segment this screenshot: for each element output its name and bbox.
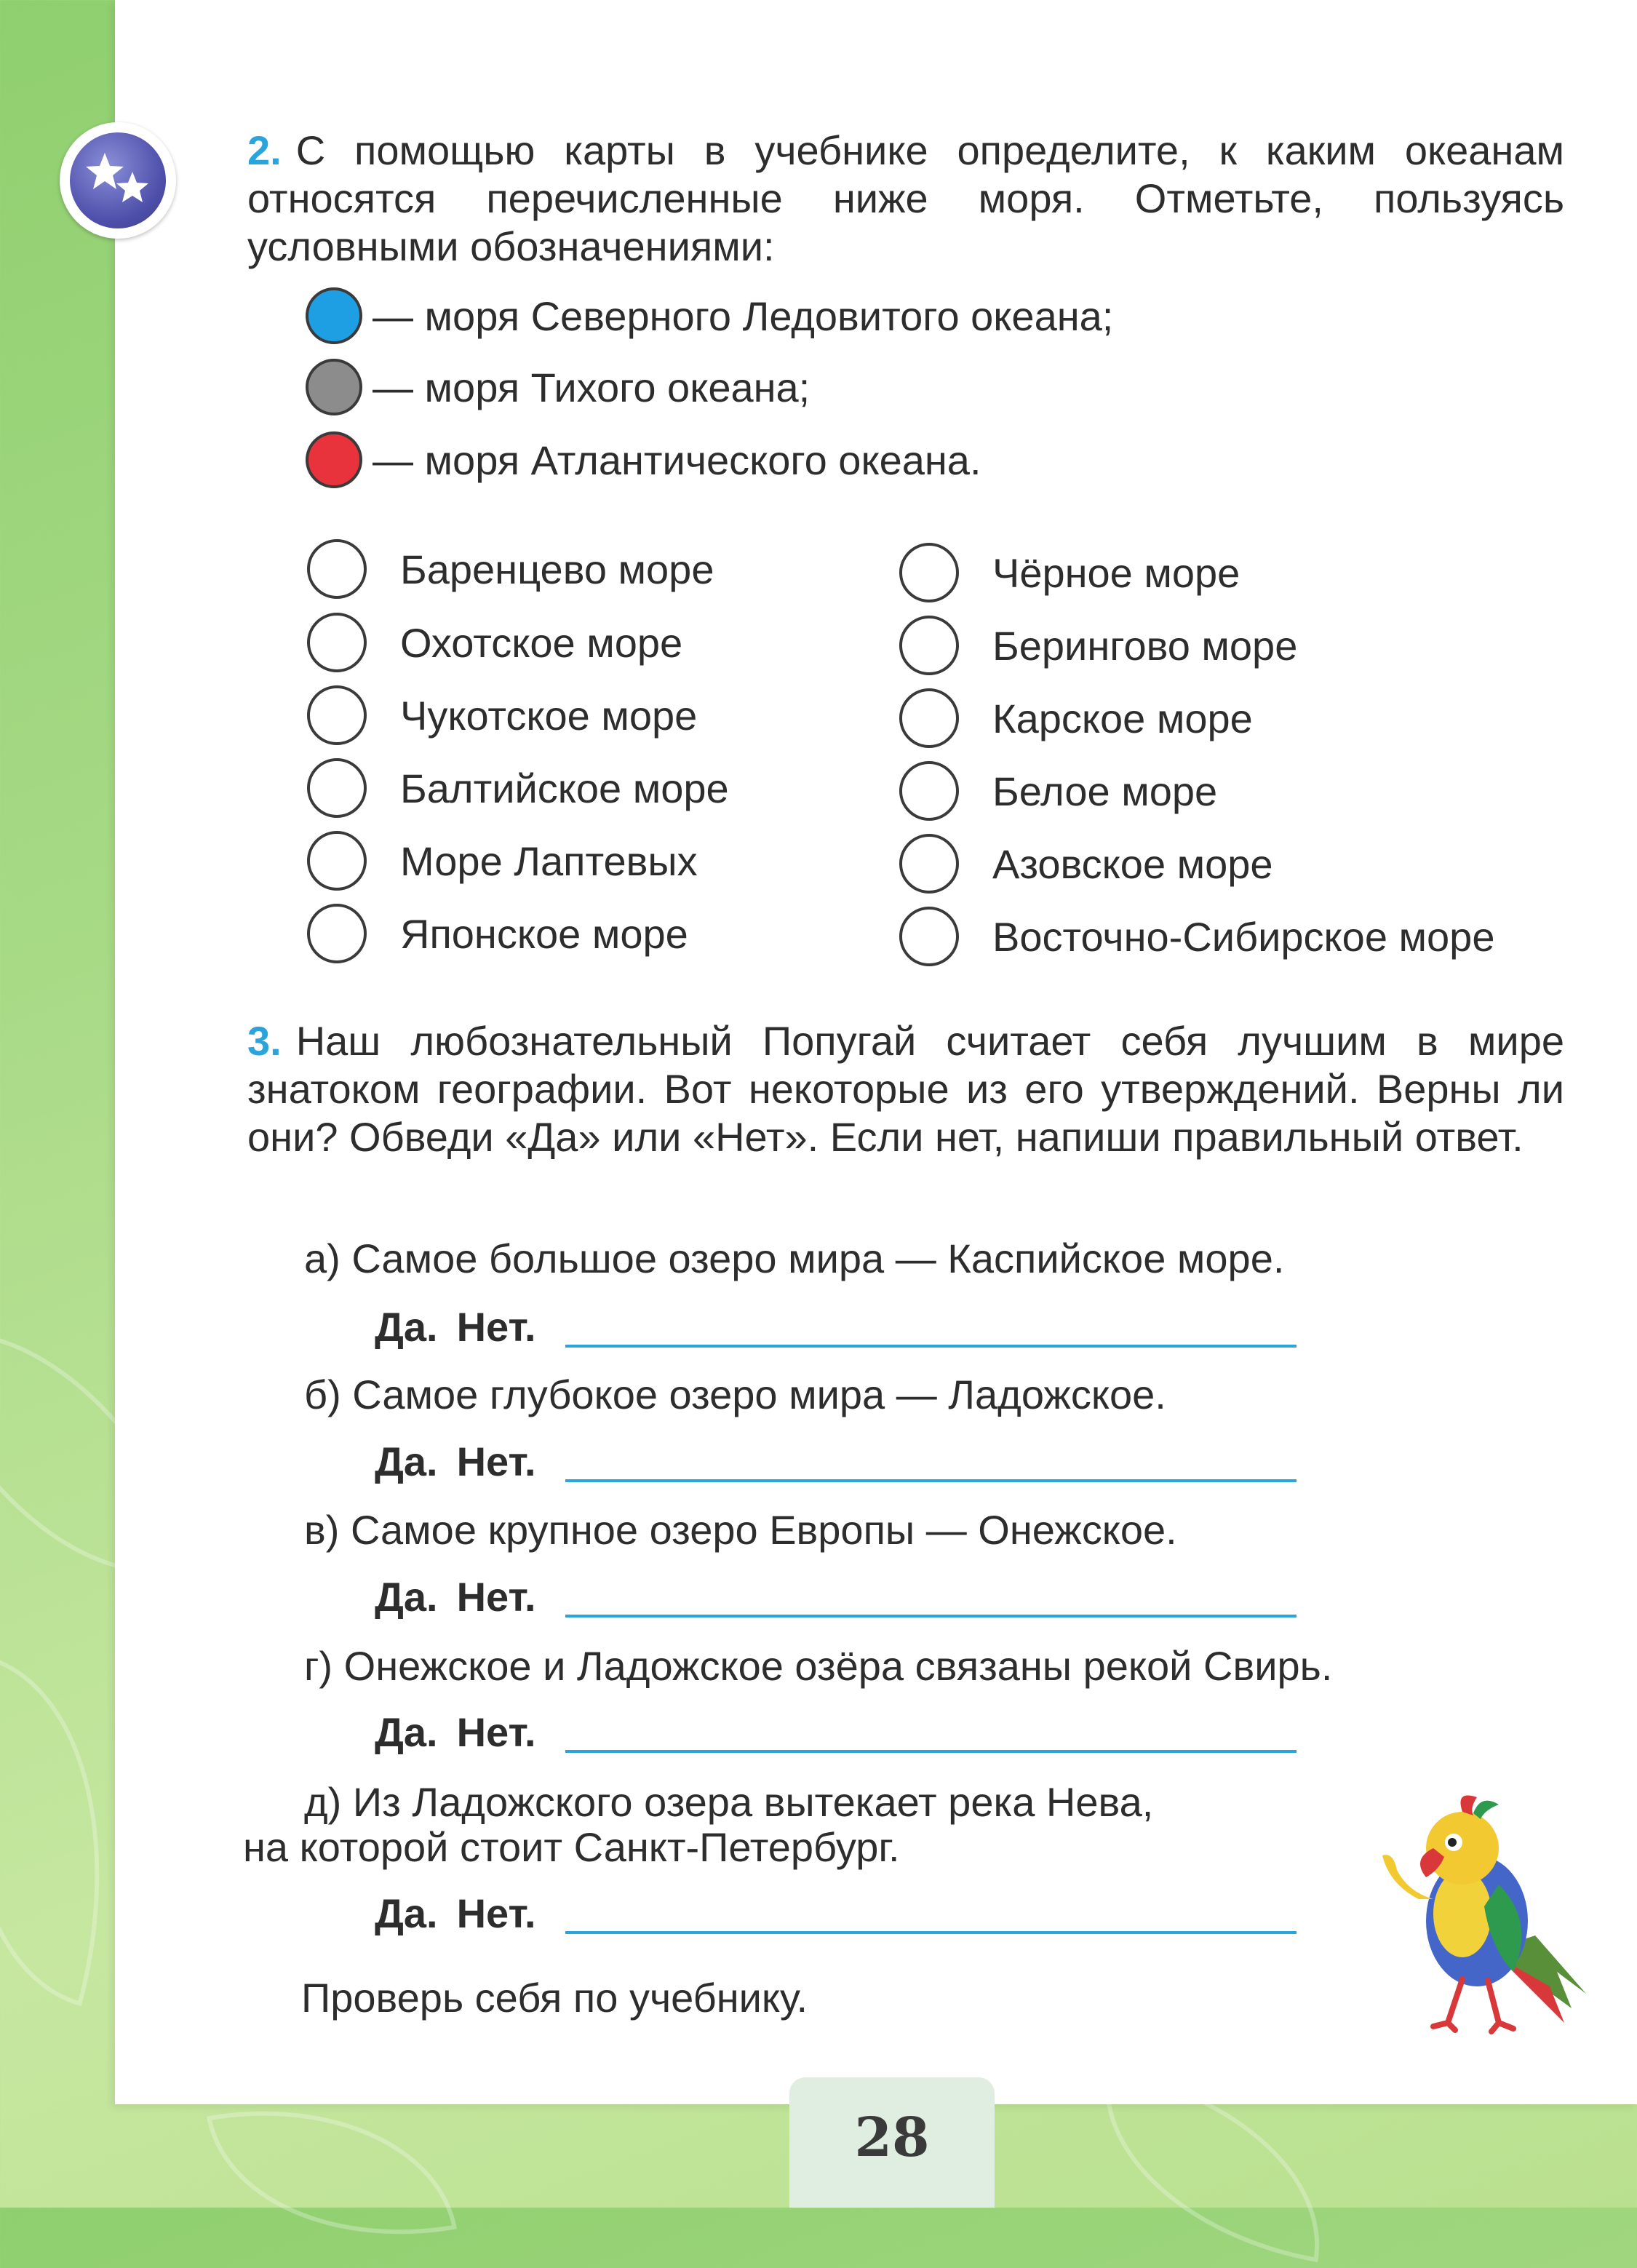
sea-mark-circle[interactable] <box>899 688 959 748</box>
statement-a: а) Самое большое озеро мира — Каспийское море. <box>304 1236 1285 1281</box>
yes-option[interactable]: Да. <box>375 1304 438 1350</box>
sea-label: Карское море <box>992 695 1253 741</box>
sea-label: Баренцево море <box>400 546 714 592</box>
statement-b: б) Самое глубокое озеро мира — Ладожское. <box>304 1372 1166 1417</box>
sea-label: Чукотское море <box>400 692 698 739</box>
statement-g: г) Онежское и Ладожское озёра связаны рекой Свирь. <box>304 1643 1333 1689</box>
task2-instruction: С помощью карты в учебнике определите, к каким океанам относятся перечисленные ниже моря. Отметьте, пользуясь условными обозначениями: <box>247 127 1564 269</box>
legend-dot-red <box>306 431 362 488</box>
page-number-tab <box>789 2077 995 2208</box>
sea-item <box>899 831 1273 896</box>
sea-item <box>307 683 697 748</box>
no-option[interactable]: Нет. <box>456 1439 536 1484</box>
statement-d-line2: на которой стоит Санкт-Петербург. <box>243 1824 900 1870</box>
sea-label: Восточно-Сибирское море <box>992 913 1495 960</box>
sea-mark-circle[interactable] <box>899 907 959 966</box>
answer-row-d <box>375 1890 1297 1937</box>
legend-arctic-label: — моря Северного Ледовитого океана; <box>373 293 1114 339</box>
sea-item <box>899 540 1240 605</box>
answer-line[interactable] <box>565 1345 1297 1348</box>
sea-item <box>307 755 729 821</box>
legend-atlantic <box>306 427 981 493</box>
sea-mark-circle[interactable] <box>307 904 367 963</box>
answer-line[interactable] <box>565 1615 1297 1618</box>
task3-number: 3. <box>247 1018 282 1064</box>
yes-option[interactable]: Да. <box>375 1890 438 1936</box>
no-option[interactable]: Нет. <box>456 1890 536 1936</box>
legend-dot-blue <box>306 287 362 344</box>
legend-pacific-label: — моря Тихого океана; <box>373 364 810 410</box>
legend-dot-gray <box>306 359 362 415</box>
task3-text-block <box>247 1017 1564 1161</box>
answer-line[interactable] <box>565 1479 1297 1482</box>
yes-option[interactable]: Да. <box>375 1439 438 1484</box>
answer-row-g <box>375 1708 1297 1756</box>
yes-option[interactable]: Да. <box>375 1709 438 1755</box>
statement-d-line1: д) Из Ладожского озера вытекает река Нева, <box>304 1779 1154 1825</box>
legend-atlantic-label: — моря Атлантического океана. <box>373 437 981 483</box>
sea-mark-circle[interactable] <box>307 539 367 599</box>
sea-mark-circle[interactable] <box>307 831 367 891</box>
sea-label: Берингово море <box>992 622 1298 669</box>
sea-label: Японское море <box>400 910 688 957</box>
legend-pacific <box>306 354 810 420</box>
sea-mark-circle[interactable] <box>307 613 367 672</box>
no-option[interactable]: Нет. <box>456 1574 536 1620</box>
parrot-illustration <box>1353 1790 1601 2037</box>
sea-mark-circle[interactable] <box>899 543 959 602</box>
task2-text-block <box>247 127 1564 271</box>
answer-row-b <box>375 1438 1297 1485</box>
sea-item <box>307 828 698 894</box>
sea-mark-circle[interactable] <box>899 616 959 675</box>
stars-icon <box>70 132 166 228</box>
background-leaf <box>207 2077 457 2268</box>
no-option[interactable]: Нет. <box>456 1304 536 1350</box>
sea-label: Море Лаптевых <box>400 837 698 884</box>
task2-number: 2. <box>247 127 282 173</box>
sea-item <box>899 685 1253 751</box>
sea-label: Охотское море <box>400 619 683 666</box>
sea-item <box>307 610 682 675</box>
no-option[interactable]: Нет. <box>456 1709 536 1755</box>
statement-v: в) Самое крупное озеро Европы — Онежское. <box>304 1507 1177 1553</box>
answer-line[interactable] <box>565 1931 1297 1934</box>
sea-item <box>307 901 688 966</box>
sea-item <box>307 536 714 602</box>
sea-item <box>899 613 1297 678</box>
sea-mark-circle[interactable] <box>307 685 367 745</box>
task3-instruction: Наш любознательный Попугай считает себя лучшим в мире знатоком географии. Вот некоторые из его утверждений. Верны ли они? Обведи «Да» или «Нет». Если нет, напиши правильный ответ. <box>247 1018 1564 1160</box>
sea-item <box>899 758 1217 824</box>
sea-item <box>899 904 1494 969</box>
sea-label: Балтийское море <box>400 765 729 811</box>
answer-row-a <box>375 1303 1297 1350</box>
self-check-note: Проверь себя по учебнику. <box>301 1975 808 2021</box>
sea-label: Чёрное море <box>992 549 1240 596</box>
sea-mark-circle[interactable] <box>307 758 367 818</box>
page-number: 28 <box>854 2106 930 2169</box>
sea-label: Азовское море <box>992 840 1273 887</box>
answer-line[interactable] <box>565 1750 1297 1753</box>
difficulty-badge <box>60 122 176 239</box>
sea-label: Белое море <box>992 768 1218 814</box>
yes-option[interactable]: Да. <box>375 1574 438 1620</box>
answer-row-v <box>375 1573 1297 1620</box>
sea-mark-circle[interactable] <box>899 761 959 821</box>
legend-arctic <box>306 283 1113 349</box>
sea-mark-circle[interactable] <box>899 834 959 894</box>
